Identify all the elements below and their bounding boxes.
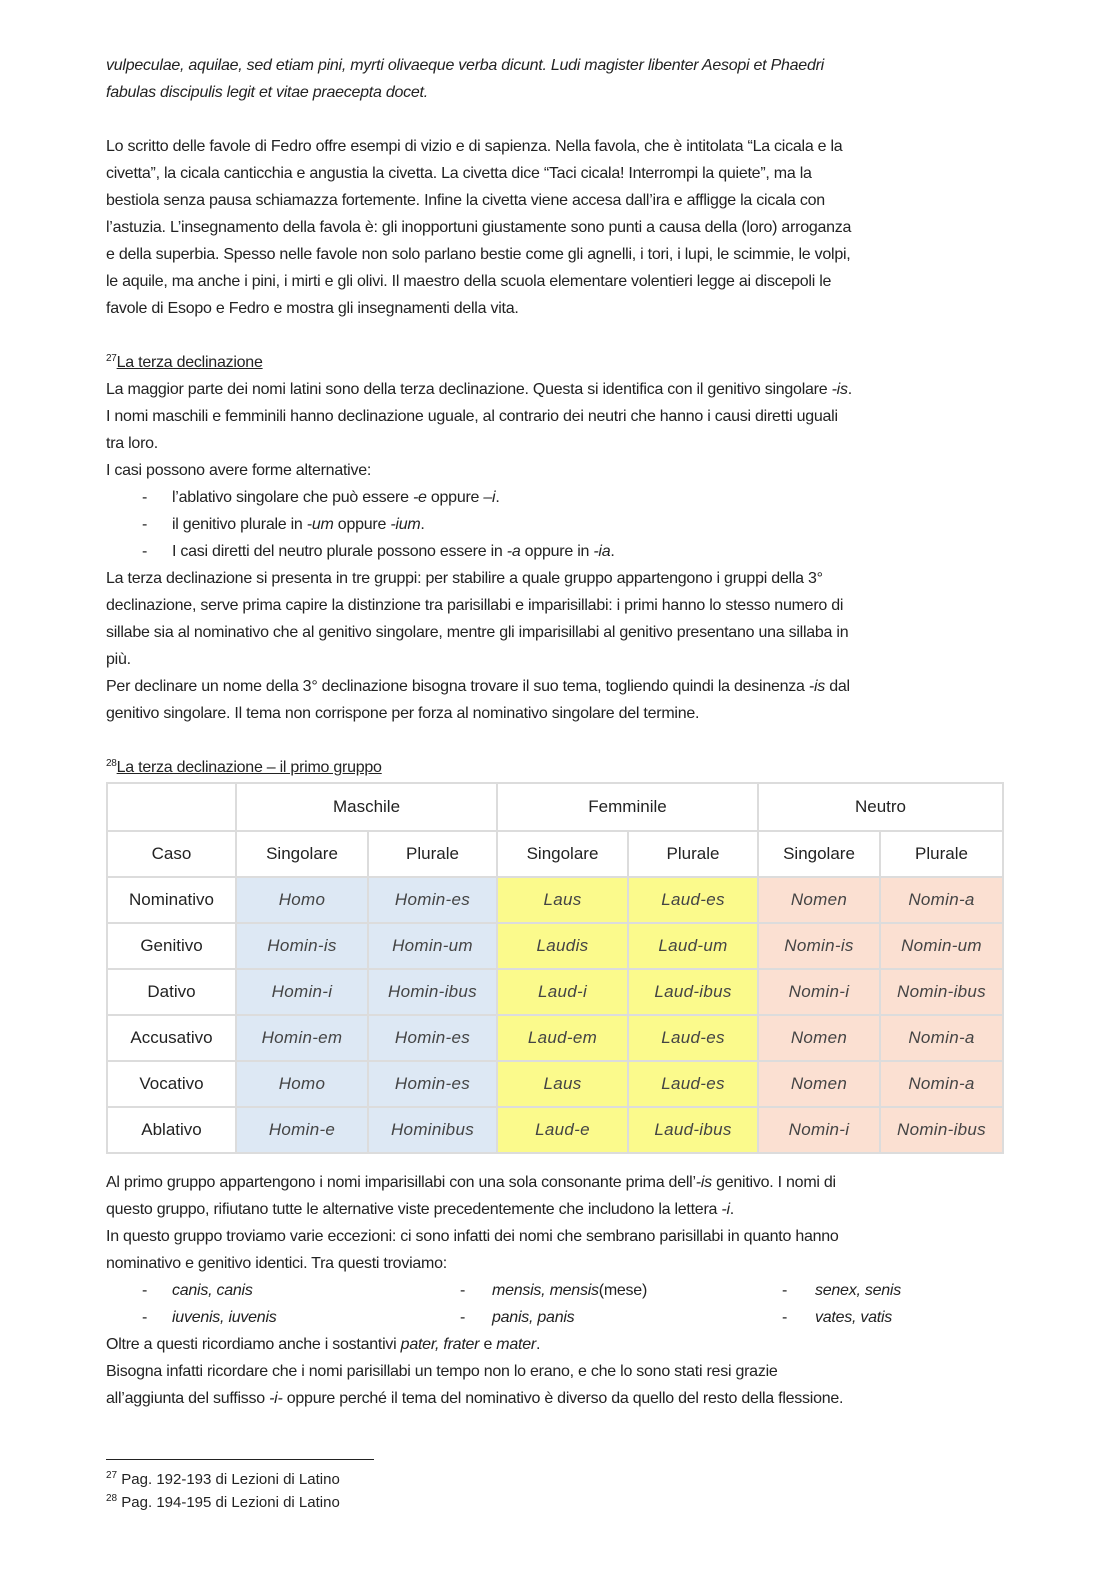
- text: oppure in: [520, 543, 594, 560]
- header-plurale: Plurale: [368, 831, 497, 877]
- list-item: - I casi diretti del neutro plurale possono essere in -a oppure in -ia.: [142, 543, 615, 560]
- text-line: La terza declinazione si presenta in tre gruppi: per stabilire a quale gruppo appartengono i gruppi della 3°: [106, 570, 823, 587]
- form-cell: Homin-es: [368, 1061, 497, 1107]
- text: -e: [412, 489, 427, 506]
- form-cell: Laud-ibus: [628, 1107, 758, 1153]
- form-cell: Nomin-a: [880, 877, 1003, 923]
- text: Oltre a questi ricordiamo anche i sostantivi: [106, 1336, 401, 1353]
- header-singolare: Singolare: [497, 831, 628, 877]
- text: -ia: [593, 543, 611, 560]
- text: dal: [825, 678, 850, 695]
- explanation: [106, 1169, 901, 1412]
- text: oppure perché il tema del nominativo è diverso da quello del resto della flessione.: [282, 1390, 844, 1407]
- text: I casi diretti del neutro plurale possono essere in: [172, 543, 507, 560]
- form-cell: Laus: [497, 877, 628, 923]
- form-cell: Homin-ibus: [368, 969, 497, 1015]
- case-cell: Nominativo: [107, 877, 236, 923]
- text: mater: [496, 1336, 536, 1353]
- exceptions-row: [106, 1304, 901, 1331]
- form-cell: Homin-um: [368, 923, 497, 969]
- form-cell: Nomin-a: [880, 1015, 1003, 1061]
- form-cell: Laud-es: [628, 1061, 758, 1107]
- list-item: - vates, vatis: [782, 1304, 892, 1331]
- text: -um: [306, 516, 334, 533]
- list-item: - canis, canis: [106, 1277, 460, 1304]
- footnote-ref[interactable]: 28: [106, 758, 117, 769]
- text-line: [106, 1169, 901, 1196]
- text: vates, vatis: [815, 1309, 893, 1326]
- list-item: - senex, senis: [782, 1277, 901, 1304]
- text-line: [106, 1331, 901, 1358]
- header-plurale: Plurale: [880, 831, 1003, 877]
- form-cell: Nomin-ibus: [880, 1107, 1003, 1153]
- text: .: [847, 381, 852, 398]
- header-maschile: Maschile: [236, 783, 497, 831]
- text: -is: [831, 381, 848, 398]
- footnote-text: Pag. 192-193 di Lezioni di Latino: [121, 1471, 340, 1488]
- text-line: favole di Esopo e Fedro e mostra gli insegnamenti della vita.: [106, 300, 519, 317]
- text: l’ablativo singolare che può essere: [172, 489, 413, 506]
- footnote: [106, 1494, 340, 1511]
- form-cell: Homin-es: [368, 1015, 497, 1061]
- text-line: fabulas discipulis legit et vitae praecepta docet.: [106, 84, 428, 101]
- list-item: - il genitivo plurale in -um oppure -ium.: [142, 516, 425, 533]
- text: all’aggiunta del suffisso: [106, 1390, 270, 1407]
- text-line: e della superbia. Spesso nelle favole non solo parlano bestie come gli agnelli, i tori, i lupi, le scimmie, le volpi,: [106, 246, 851, 263]
- case-cell: Dativo: [107, 969, 236, 1015]
- text-line: l’astuzia. L’insegnamento della favola è: gli inopportuni giustamente sono punti a causa della (loro) arroganza: [106, 219, 852, 236]
- form-cell: Homin-is: [236, 923, 368, 969]
- footnote-number: 27: [106, 1470, 118, 1481]
- form-cell: Nomen: [758, 1061, 880, 1107]
- text-line: civetta”, la cicala canticchia e angustia la civetta. La civetta dice “Taci cicala! Interrompi la quiete”, ma la: [106, 165, 812, 182]
- text: senex, senis: [815, 1282, 901, 1299]
- text: .: [535, 1336, 541, 1353]
- text: questo gruppo, rifiutano tutte le alternative viste precedentemente che includono la lettera: [106, 1201, 722, 1218]
- list-item: - panis, panis: [460, 1304, 782, 1331]
- text: -ium: [390, 516, 421, 533]
- text-line: genitivo singolare. Il tema non corrispone per forza al nominativo singolare del termine.: [106, 705, 700, 722]
- text-line: le aquile, ma anche i pini, i mirti e gli olivi. Il maestro della scuola elementare volentieri legge ai discepoli le: [106, 273, 832, 290]
- case-cell: Accusativo: [107, 1015, 236, 1061]
- table-row: [107, 969, 1003, 1015]
- table-row: [107, 1015, 1003, 1061]
- text: (mese): [598, 1282, 648, 1299]
- case-cell: Vocativo: [107, 1061, 236, 1107]
- form-cell: Homin-i: [236, 969, 368, 1015]
- latin-text: [106, 52, 824, 106]
- form-cell: Homo: [236, 1061, 368, 1107]
- table-subheader-row: [107, 831, 1003, 877]
- form-cell: Homin-es: [368, 877, 497, 923]
- case-cell: Genitivo: [107, 923, 236, 969]
- header-plurale: Plurale: [628, 831, 758, 877]
- form-cell: Nomen: [758, 1015, 880, 1061]
- text-line: Lo scritto delle favole di Fedro offre esempi di vizio e di sapienza. Nella favola, che è intitolata “La cicala e la: [106, 138, 843, 155]
- text: .: [495, 489, 500, 506]
- text: genitivo. I nomi di: [711, 1174, 836, 1191]
- list-item: - l’ablativo singolare che può essere -e oppure –i.: [142, 489, 500, 506]
- list-item: - iuvenis, iuvenis: [106, 1304, 460, 1331]
- text: .: [610, 543, 615, 560]
- list-item: - mensis, mensis (mese): [460, 1277, 782, 1304]
- footnote-separator: [106, 1459, 374, 1460]
- text-line: [106, 1385, 901, 1412]
- text: -a: [506, 543, 521, 560]
- form-cell: Laudis: [497, 923, 628, 969]
- text: –i: [483, 489, 496, 506]
- case-cell: Ablativo: [107, 1107, 236, 1153]
- text: mensis, mensis: [492, 1282, 599, 1299]
- form-cell: Nomin-ibus: [880, 969, 1003, 1015]
- footnote-ref[interactable]: 27: [106, 353, 117, 364]
- section-28-heading: [106, 754, 382, 781]
- text-line: sillabe sia al nominativo che al genitivo singolare, mentre gli imparisillabi al genitivo presentano una sillaba in: [106, 624, 849, 641]
- text: .: [729, 1201, 734, 1218]
- text-line: I casi possono avere forme alternative:: [106, 462, 372, 479]
- form-cell: Nomin-i: [758, 969, 880, 1015]
- section-27: [106, 349, 852, 727]
- form-cell: Laud-ibus: [628, 969, 758, 1015]
- text: canis, canis: [172, 1282, 253, 1299]
- text: -i-: [269, 1390, 283, 1407]
- text: Al primo gruppo appartengono i nomi imparisillabi con una sola consonante prima dell’: [106, 1174, 696, 1191]
- form-cell: Laud-um: [628, 923, 758, 969]
- table-row: [107, 877, 1003, 923]
- text: oppure: [426, 489, 484, 506]
- text: iuvenis, iuvenis: [172, 1309, 277, 1326]
- table-header-row: [107, 783, 1003, 831]
- text-line: vulpeculae, aquilae, sed etiam pini, myrti olivaeque verba dicunt. Ludi magister libenter Aesopi et Phaedri: [106, 57, 824, 74]
- text-line: I nomi maschili e femminili hanno declinazione uguale, al contrario dei neutri che hanno i causi diretti uguali: [106, 408, 838, 425]
- table-row: [107, 923, 1003, 969]
- header-singolare: Singolare: [236, 831, 368, 877]
- text: -i: [721, 1201, 730, 1218]
- text-line: tra loro.: [106, 435, 158, 452]
- text: -is: [695, 1174, 712, 1191]
- header-femminile: Femminile: [497, 783, 758, 831]
- header-singolare: Singolare: [758, 831, 880, 877]
- exceptions-row: [106, 1277, 901, 1304]
- table-row: [107, 1061, 1003, 1107]
- text: oppure: [333, 516, 391, 533]
- text: e: [479, 1336, 497, 1353]
- section-heading: [106, 349, 852, 376]
- text-line: più.: [106, 651, 131, 668]
- form-cell: Laud-es: [628, 877, 758, 923]
- text-line: nominativo e genitivo identici. Tra questi troviamo:: [106, 1255, 447, 1272]
- form-cell: Laud-em: [497, 1015, 628, 1061]
- form-cell: Homo: [236, 877, 368, 923]
- declension-table: [106, 782, 1004, 1154]
- text: Per declinare un nome della 3° declinazione bisogna trovare il suo tema, togliendo quindi la desinenza: [106, 678, 809, 695]
- footnote: [106, 1471, 340, 1488]
- text: La maggior parte dei nomi latini sono della terza declinazione. Questa si identifica con il genitivo singolare: [106, 381, 832, 398]
- table-row: [107, 1107, 1003, 1153]
- header-neutro: Neutro: [758, 783, 1003, 831]
- form-cell: Nomin-a: [880, 1061, 1003, 1107]
- text-line: [106, 376, 852, 403]
- text-line: Bisogna infatti ricordare che i nomi parisillabi un tempo non lo erano, e che lo sono stati resi grazie: [106, 1363, 778, 1380]
- form-cell: Homin-e: [236, 1107, 368, 1153]
- heading-text: La terza declinazione: [116, 354, 263, 371]
- footnote-number: 28: [106, 1493, 118, 1504]
- text: il genitivo plurale in: [172, 516, 307, 533]
- text-line: declinazione, serve prima capire la distinzione tra parisillabi e imparisillabi: i primi hanno lo stesso numero di: [106, 597, 844, 614]
- form-cell: Nomin-um: [880, 923, 1003, 969]
- form-cell: Laud-es: [628, 1015, 758, 1061]
- translation-paragraph: [106, 133, 851, 322]
- text: panis, panis: [492, 1309, 575, 1326]
- heading-text: La terza declinazione – il primo gruppo: [116, 759, 382, 776]
- text-line: In questo gruppo troviamo varie eccezioni: ci sono infatti dei nomi che sembrano parisillabi in quanto hanno: [106, 1228, 839, 1245]
- form-cell: Homin-em: [236, 1015, 368, 1061]
- text-line: [106, 673, 852, 700]
- empty-cell: [107, 783, 236, 831]
- form-cell: Laus: [497, 1061, 628, 1107]
- form-cell: Nomen: [758, 877, 880, 923]
- header-caso: Caso: [107, 831, 236, 877]
- footnote-text: Pag. 194-195 di Lezioni di Latino: [121, 1494, 340, 1511]
- form-cell: Laud-e: [497, 1107, 628, 1153]
- form-cell: Laud-i: [497, 969, 628, 1015]
- text: .: [420, 516, 425, 533]
- form-cell: Hominibus: [368, 1107, 497, 1153]
- form-cell: Nomin-i: [758, 1107, 880, 1153]
- text: pater, frater: [400, 1336, 480, 1353]
- text: -is: [808, 678, 826, 695]
- text-line: bestiola senza pausa schiamazza fortemente. Infine la civetta viene accesa dall’ira e affligge la cicala con: [106, 192, 825, 209]
- form-cell: Nomin-is: [758, 923, 880, 969]
- text-line: [106, 1196, 901, 1223]
